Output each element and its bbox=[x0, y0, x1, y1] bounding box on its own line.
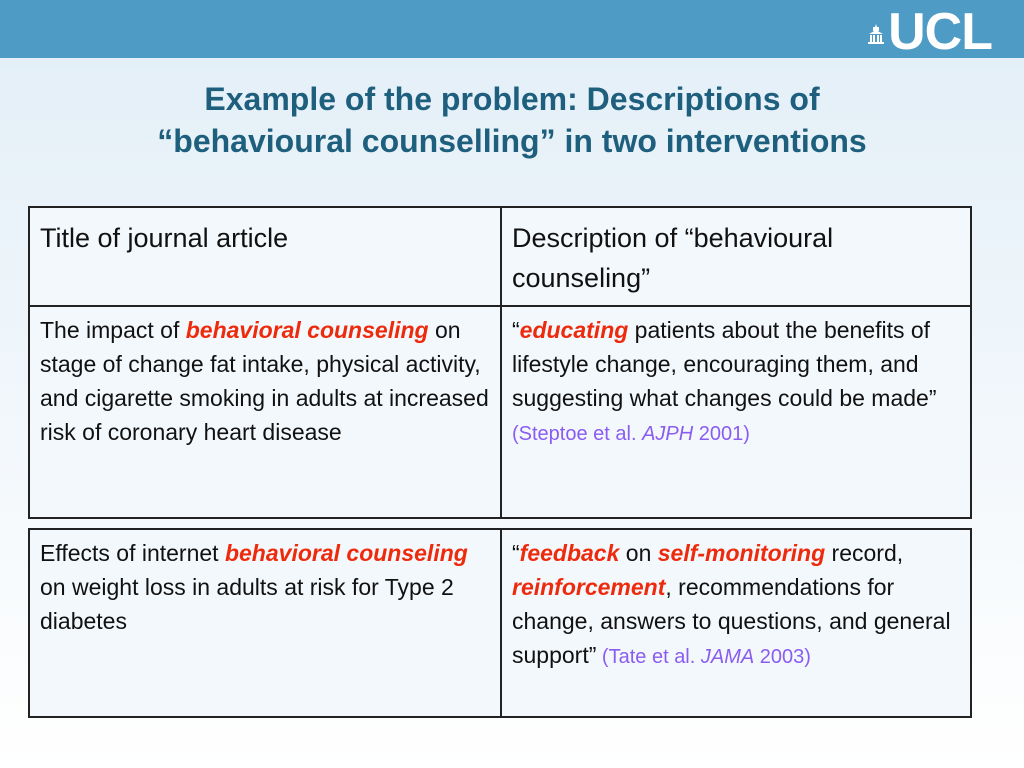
citation-year: 2003) bbox=[754, 646, 811, 668]
comparison-table-1 bbox=[28, 206, 972, 519]
highlight-term: educating bbox=[519, 317, 629, 343]
table-row bbox=[29, 529, 971, 717]
description-text: , recommendations for change, answers to questions, and general support” bbox=[512, 574, 951, 668]
header-description: Description of “behavioural counseling” bbox=[501, 207, 971, 306]
logo-text: UCL bbox=[888, 3, 992, 61]
header-article-title: Title of journal article bbox=[29, 207, 501, 306]
highlight-term: reinforcement bbox=[512, 574, 666, 600]
table-row bbox=[29, 306, 971, 518]
article-title-cell bbox=[29, 306, 501, 518]
quote-mark: “ bbox=[512, 540, 520, 566]
citation-authors: (Tate et al. bbox=[596, 646, 701, 668]
citation-year: 2001) bbox=[693, 423, 750, 445]
page-title bbox=[0, 78, 1024, 162]
article-title-cell bbox=[29, 529, 501, 717]
description-text: on bbox=[619, 540, 658, 566]
highlight-term: self-monitoring bbox=[657, 540, 826, 566]
title-line-2: “behavioural counselling” in two interventions bbox=[157, 123, 867, 159]
quote-mark: “ bbox=[512, 317, 520, 343]
highlight-term: behavioral counseling bbox=[224, 540, 468, 566]
description-cell bbox=[501, 306, 971, 518]
citation bbox=[512, 423, 750, 445]
comparison-table-2 bbox=[28, 528, 972, 718]
table-header-row bbox=[29, 207, 971, 306]
highlight-term: behavioral counseling bbox=[185, 317, 429, 343]
citation bbox=[596, 646, 811, 668]
citation-authors: (Steptoe et al. bbox=[512, 423, 643, 445]
article-text: on stage of change fat intake, physical activity, and cigarette smoking in adults at increased risk of coronary heart disease bbox=[40, 317, 489, 445]
ucl-logo bbox=[868, 3, 992, 61]
ucl-portico-icon bbox=[868, 24, 884, 44]
article-text: on weight loss in adults at risk for Type 2 diabetes bbox=[40, 574, 454, 634]
article-text: Effects of internet bbox=[40, 540, 225, 566]
citation-journal: AJPH bbox=[642, 423, 694, 445]
highlight-term: feedback bbox=[519, 540, 620, 566]
article-text: The impact of bbox=[40, 317, 186, 343]
description-text: record, bbox=[825, 540, 904, 566]
title-line-1: Example of the problem: Descriptions of bbox=[204, 81, 820, 117]
description-text: patients about the benefits of lifestyle change, encouraging them, and suggesting what changes could be made” bbox=[512, 317, 937, 411]
header-bar bbox=[0, 0, 1024, 61]
citation-journal: JAMA bbox=[700, 646, 755, 668]
description-cell bbox=[501, 529, 971, 717]
